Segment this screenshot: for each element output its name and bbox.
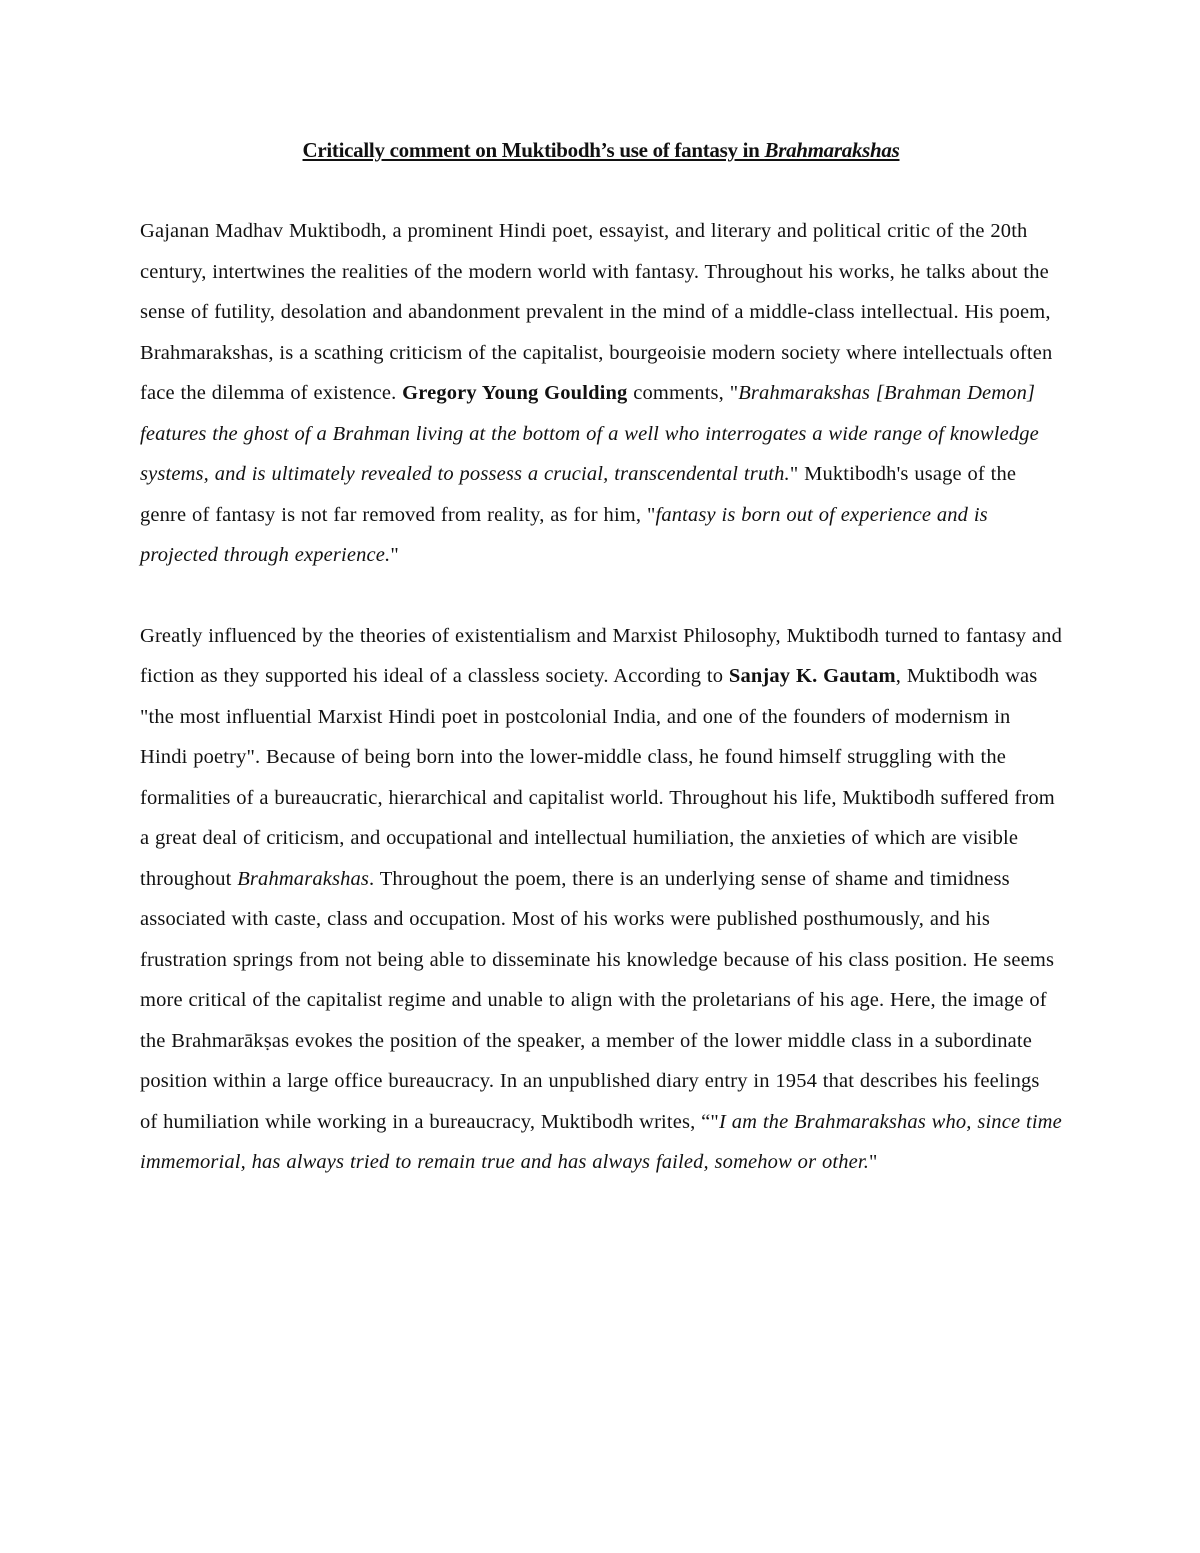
paragraph-1-text-1: Gajanan Madhav Muktibodh, a prominent Hindi poet, essayist, and literary and political critic of the 20th century, intertwines the realities of the modern world with fantasy. Throughout his works, he talks about the sense of futility, desolation and abandonment prevalent in the mind of a middle-class intellectual. His poem, Brahmarakshas, is a scathing criticism of the capitalist, bourgeoisie modern society where intellectuals often face the dilemma of existence. <box>140 220 1053 404</box>
paragraph-2-title-reference: Brahmarakshas <box>237 867 370 890</box>
paragraph-1 <box>140 211 1062 576</box>
document-page <box>140 138 1062 1223</box>
title-text: Critically comment on Muktibodh’s use of fantasy in <box>302 138 765 162</box>
paragraph-2-text-4: " <box>869 1151 878 1173</box>
paragraph-2-text-1: Greatly influenced by the theories of existentialism and Marxist Philosophy, Muktibodh turned to fantasy and fiction as they supported his ideal of a classless society. According to <box>140 624 1062 687</box>
title-italic-text: Brahmarakshas <box>764 138 900 162</box>
paragraph-1-text-3: " Muktibodh's usage of the genre of fantasy is not far removed from reality, as for him, " <box>140 463 1017 526</box>
paragraph-2-quote: I am the Brahmarakshas who, since time immemorial, has always tried to remain true and has always failed, somehow or other. <box>140 1110 1062 1173</box>
document-title <box>140 138 1062 163</box>
paragraph-1-text-4: " <box>390 544 399 566</box>
paragraph-2-text-3: . Throughout the poem, there is an underlying sense of shame and timidness associated with caste, class and occupation. Most of his works were published posthumously, and his frustration springs from not being able to disseminate his knowledge because of his class position. He seems more critical of the capitalist regime and unable to align with the proletarians of his age. Here, the image of the Brahmarākṣas evokes the position of the speaker, a member of the lower middle class in a subordinate position within a large office bureaucracy. In an unpublished diary entry in 1954 that describes his feelings of humiliation while working in a bureaucracy, Muktibodh writes, “" <box>140 867 1055 1133</box>
paragraph-1-quote-2: fantasy is born out of experience and is projected through experience. <box>140 503 988 566</box>
paragraph-1-author-name: Gregory Young Goulding <box>402 382 628 404</box>
paragraph-2-author-name: Sanjay K. Gautam <box>728 665 896 687</box>
paragraph-2 <box>140 616 1062 1183</box>
paragraph-1-text-2: comments, " <box>627 382 739 404</box>
paragraph-1-quote-1: Brahmarakshas [Brahman Demon] features the ghost of a Brahman living at the bottom of a well who interrogates a wide range of knowledge systems, and is ultimately revealed to possess a crucial, transcendental truth. <box>140 382 1039 485</box>
paragraph-2-text-2: , Muktibodh was "the most influential Marxist Hindi poet in postcolonial India, and one of the founders of modernism in Hindi poetry". Because of being born into the lower-middle class, he found himself struggling with the formalities of a bureaucratic, hierarchical and capitalist world. Throughout his life, Muktibodh suffered from a great deal of criticism, and occupational and intellectual humiliation, the anxieties of which are visible throughout <box>140 665 1055 890</box>
